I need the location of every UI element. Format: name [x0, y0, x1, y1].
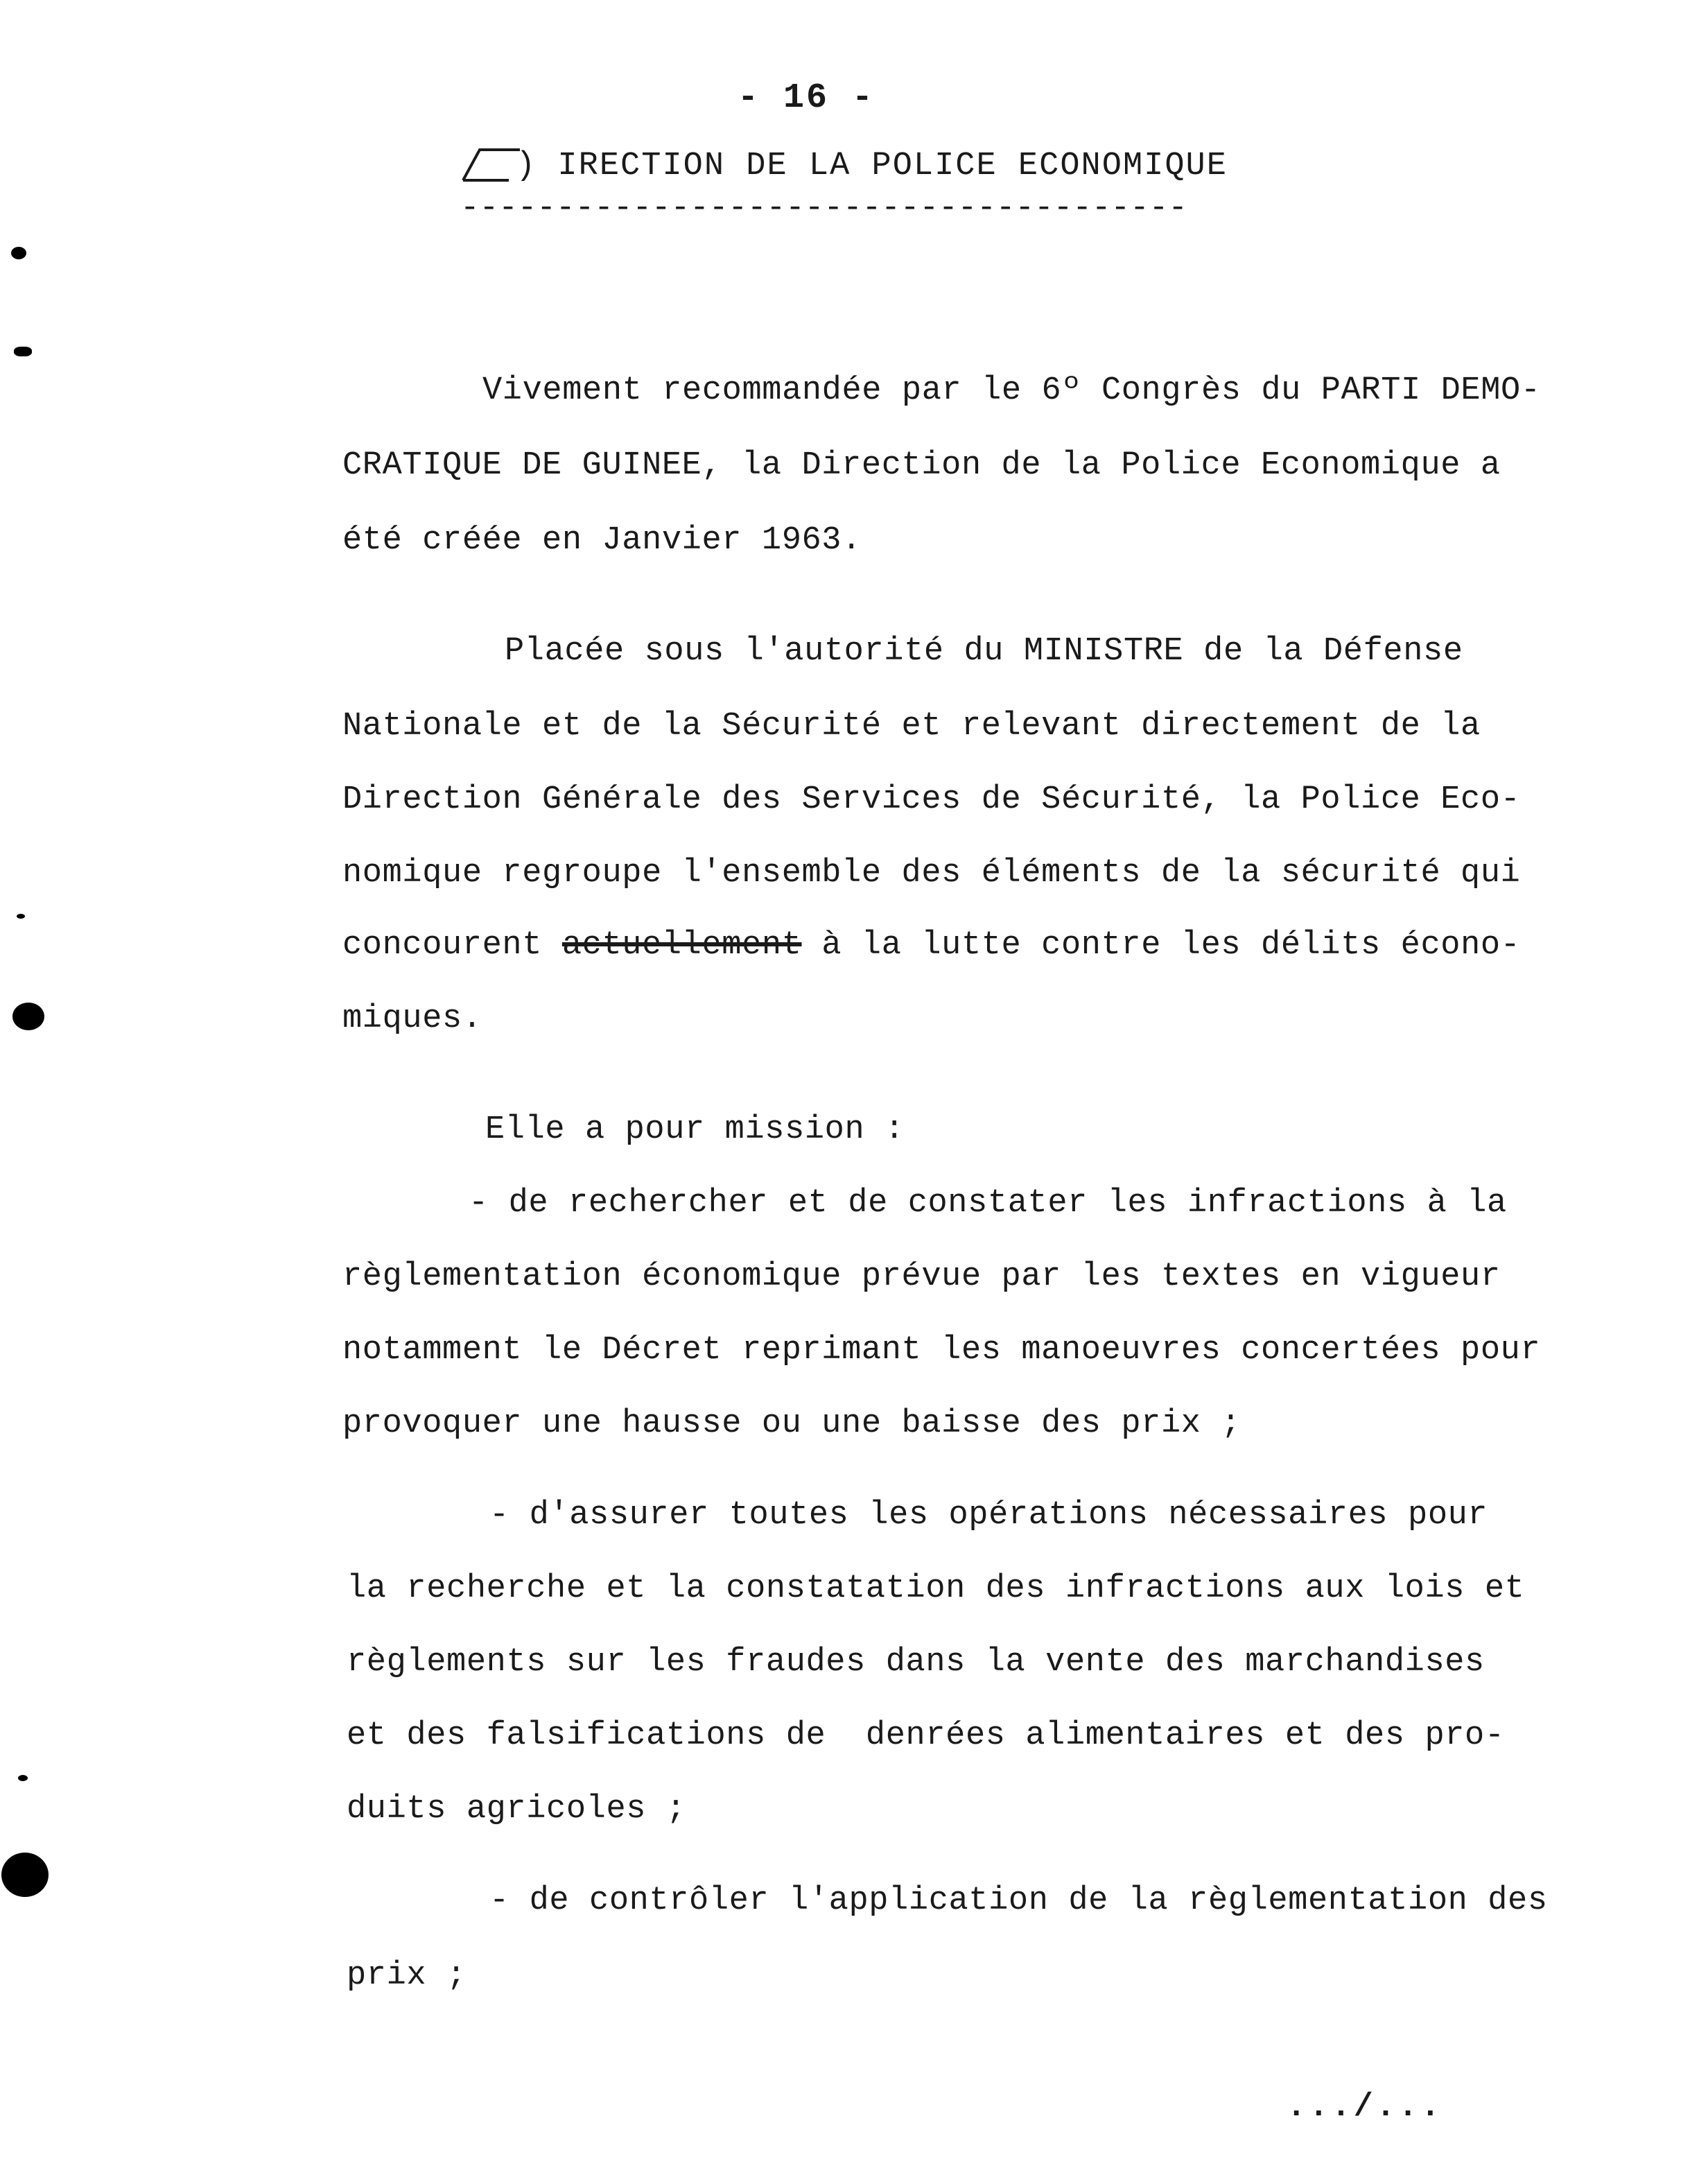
item2-line4: et des falsifications de denrées alimentaires et des pro-	[347, 1717, 1505, 1754]
item2-line3: règlements sur les fraudes dans la vente des marchandises	[347, 1644, 1485, 1681]
punch-mark	[18, 1775, 28, 1781]
punch-mark	[17, 914, 25, 919]
item1-line2: règlementation économique prévue par les textes en vigueur	[342, 1258, 1501, 1295]
p2-line1: Placée sous l'autorité du MINISTRE de la Défense	[505, 633, 1463, 670]
struck-word: actuellement	[561, 927, 802, 964]
item1-line4: provoquer une hausse ou une baisse des prix ;	[342, 1405, 1241, 1442]
p2-line5: concourent actuellement à la lutte contre les délits écono-	[342, 927, 1521, 964]
punch-mark	[11, 247, 26, 259]
item3-line2: prix ;	[347, 1957, 467, 1994]
item2-line5: duits agricoles ;	[347, 1791, 686, 1828]
p2-line3: Direction Générale des Services de Sécurité, la Police Eco-	[342, 781, 1521, 818]
p2-line6: miques.	[342, 1000, 482, 1037]
item1-line3: notamment le Décret reprimant les manoeuvres concertées pour	[342, 1332, 1541, 1369]
p1-line3: été créée en Janvier 1963.	[342, 522, 862, 559]
p2-line2: Nationale et de la Sécurité et relevant directement de la	[342, 708, 1481, 745]
punch-mark	[14, 347, 32, 356]
p1-line1: Vivement recommandée par le 6º Congrès du PARTI DEMO-	[482, 372, 1541, 409]
p1-line2: CRATIQUE DE GUINEE, la Direction de la Police Economique a	[342, 447, 1501, 484]
document-title: ) IRECTION DE LA POLICE ECONOMIQUE	[516, 148, 1228, 184]
punch-hole	[12, 1003, 44, 1030]
punch-hole	[1, 1853, 49, 1897]
p3-line1: Elle a pour mission :	[485, 1111, 905, 1148]
page-number: - 16 -	[738, 78, 875, 118]
continuation-mark: .../...	[1287, 2089, 1443, 2126]
item2-line2: la recherche et la constatation des infractions aux lois et	[347, 1570, 1525, 1607]
item2-line1: - d'assurer toutes les opérations nécessaires pour	[489, 1497, 1488, 1534]
item3-line1: - de contrôler l'application de la règlementation des	[489, 1882, 1548, 1919]
item1-line1: - de rechercher et de constater les infractions à la	[469, 1185, 1507, 1222]
p2-line4: nomique regroupe l'ensemble des éléments de la sécurité qui	[342, 855, 1521, 892]
title-underline: --------------------------------------	[460, 190, 1187, 226]
